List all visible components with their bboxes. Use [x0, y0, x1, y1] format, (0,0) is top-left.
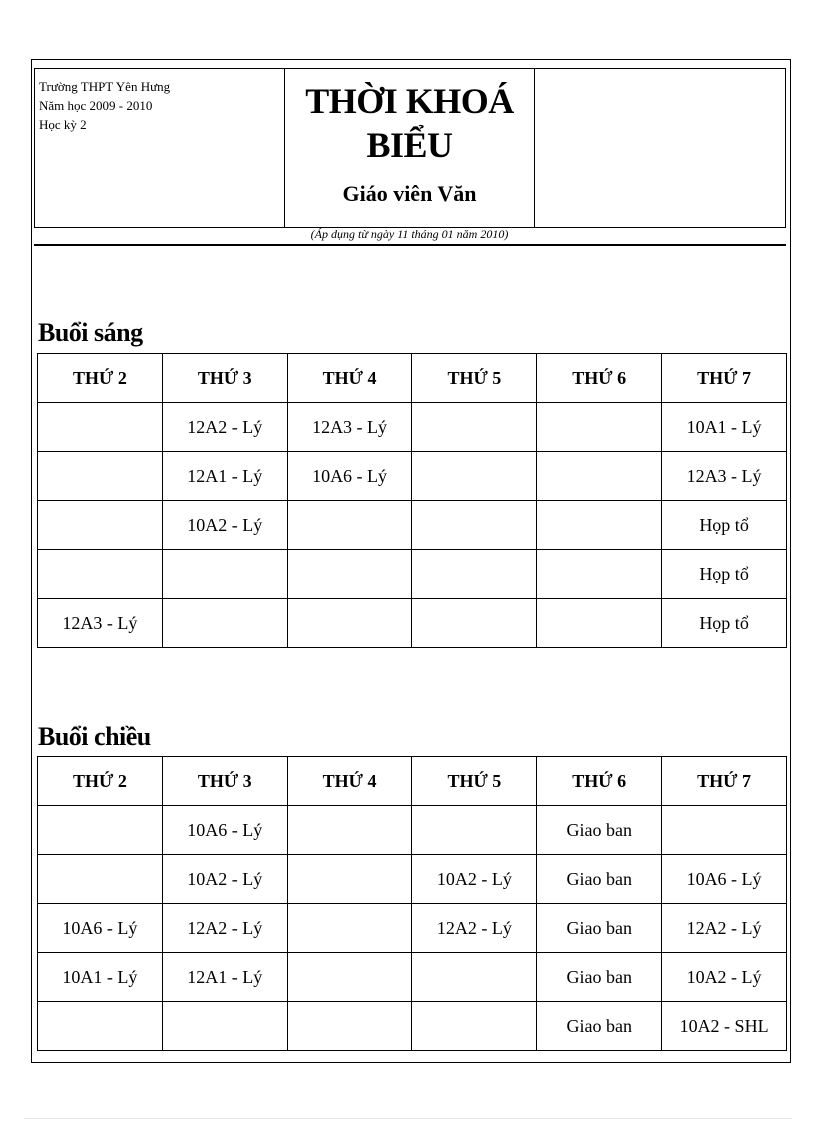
day-header: THỨ 3 — [162, 757, 287, 806]
timetable-cell — [38, 452, 163, 501]
day-header: THỨ 2 — [38, 354, 163, 403]
timetable-cell: Giao ban — [537, 806, 662, 855]
timetable-cell — [287, 904, 412, 953]
table-row — [38, 403, 787, 452]
timetable-cell — [38, 806, 163, 855]
timetable-cell: 12A2 - Lý — [162, 403, 287, 452]
day-header: THỨ 6 — [537, 757, 662, 806]
morning-timetable — [37, 353, 787, 648]
timetable-cell — [412, 599, 537, 648]
day-header: THỨ 7 — [662, 757, 787, 806]
day-header: THỨ 4 — [287, 354, 412, 403]
day-header: THỨ 5 — [412, 354, 537, 403]
timetable-cell — [287, 855, 412, 904]
table-row — [38, 806, 787, 855]
title-block — [285, 69, 535, 241]
school-name: Trường THPT Yên Hưng — [39, 79, 171, 94]
timetable-cell — [287, 953, 412, 1002]
timetable-cell: 10A2 - Lý — [162, 501, 287, 550]
timetable-cell: Họp tổ — [662, 599, 787, 648]
timetable-cell — [412, 403, 537, 452]
table-row — [38, 550, 787, 599]
morning-section-title: Buổi sáng — [38, 318, 143, 347]
timetable-cell — [662, 806, 787, 855]
timetable-cell: 12A2 - Lý — [162, 904, 287, 953]
timetable-cell — [537, 403, 662, 452]
timetable-cell: 12A2 - Lý — [412, 904, 537, 953]
timetable-cell: 10A6 - Lý — [38, 904, 163, 953]
day-header: THỨ 4 — [287, 757, 412, 806]
timetable-cell — [412, 1002, 537, 1051]
timetable-cell — [537, 452, 662, 501]
timetable-cell — [162, 599, 287, 648]
timetable-cell: 12A1 - Lý — [162, 452, 287, 501]
timetable-cell: Giao ban — [537, 1002, 662, 1051]
timetable-cell — [38, 1002, 163, 1051]
timetable-cell: 10A6 - Lý — [162, 806, 287, 855]
effective-date-note: (Áp dụng từ ngày 11 tháng 01 năm 2010) — [310, 227, 509, 241]
timetable-cell: 10A1 - Lý — [38, 953, 163, 1002]
school-info — [35, 69, 285, 227]
page-title: THỜI KHOÁ BIỂU — [305, 81, 514, 165]
timetable-cell — [287, 599, 412, 648]
timetable-cell — [162, 1002, 287, 1051]
timetable-cell: 12A3 - Lý — [662, 452, 787, 501]
timetable-cell: Giao ban — [537, 953, 662, 1002]
table-row — [38, 953, 787, 1002]
timetable-cell — [537, 501, 662, 550]
page-bottom-line — [24, 1118, 792, 1119]
timetable-cell: Họp tổ — [662, 501, 787, 550]
timetable-cell: Giao ban — [537, 855, 662, 904]
timetable-cell: 10A6 - Lý — [287, 452, 412, 501]
timetable-cell: 10A1 - Lý — [662, 403, 787, 452]
day-header: THỨ 2 — [38, 757, 163, 806]
document-header — [34, 68, 786, 241]
timetable-cell: 10A6 - Lý — [662, 855, 787, 904]
timetable-header-row — [38, 757, 787, 806]
header-blank-cell — [535, 69, 785, 227]
table-row — [38, 452, 787, 501]
table-row — [38, 1002, 787, 1051]
day-header: THỨ 7 — [662, 354, 787, 403]
timetable-cell — [412, 806, 537, 855]
timetable-cell: 12A3 - Lý — [287, 403, 412, 452]
header-divider — [34, 244, 786, 246]
timetable-cell — [287, 806, 412, 855]
day-header: THỨ 6 — [537, 354, 662, 403]
timetable-cell: 12A2 - Lý — [662, 904, 787, 953]
timetable-cell — [287, 1002, 412, 1051]
timetable-cell — [412, 550, 537, 599]
timetable-cell — [38, 403, 163, 452]
school-year: Năm học 2009 - 2010 — [39, 98, 153, 113]
timetable-cell — [537, 599, 662, 648]
table-row — [38, 501, 787, 550]
timetable-cell — [412, 452, 537, 501]
timetable-cell — [38, 855, 163, 904]
timetable-cell: Giao ban — [537, 904, 662, 953]
page-subtitle: Giáo viên Văn — [342, 181, 477, 206]
timetable-cell — [412, 953, 537, 1002]
day-header: THỨ 3 — [162, 354, 287, 403]
timetable-cell — [412, 501, 537, 550]
day-header: THỨ 5 — [412, 757, 537, 806]
timetable-cell — [537, 550, 662, 599]
table-row — [38, 599, 787, 648]
table-row — [38, 904, 787, 953]
afternoon-section-title: Buổi chiều — [38, 722, 151, 751]
timetable-cell: 10A2 - Lý — [412, 855, 537, 904]
timetable-cell — [38, 501, 163, 550]
timetable-cell: 10A2 - Lý — [662, 953, 787, 1002]
timetable-cell: 12A1 - Lý — [162, 953, 287, 1002]
afternoon-timetable — [37, 756, 787, 1051]
timetable-cell — [287, 550, 412, 599]
timetable-cell: 10A2 - SHL — [662, 1002, 787, 1051]
timetable-cell: 10A2 - Lý — [162, 855, 287, 904]
timetable-cell — [38, 550, 163, 599]
table-row — [38, 855, 787, 904]
school-term: Học kỳ 2 — [39, 117, 87, 132]
timetable-cell — [287, 501, 412, 550]
timetable-header-row — [38, 354, 787, 403]
timetable-cell: 12A3 - Lý — [38, 599, 163, 648]
timetable-cell: Họp tổ — [662, 550, 787, 599]
timetable-cell — [162, 550, 287, 599]
